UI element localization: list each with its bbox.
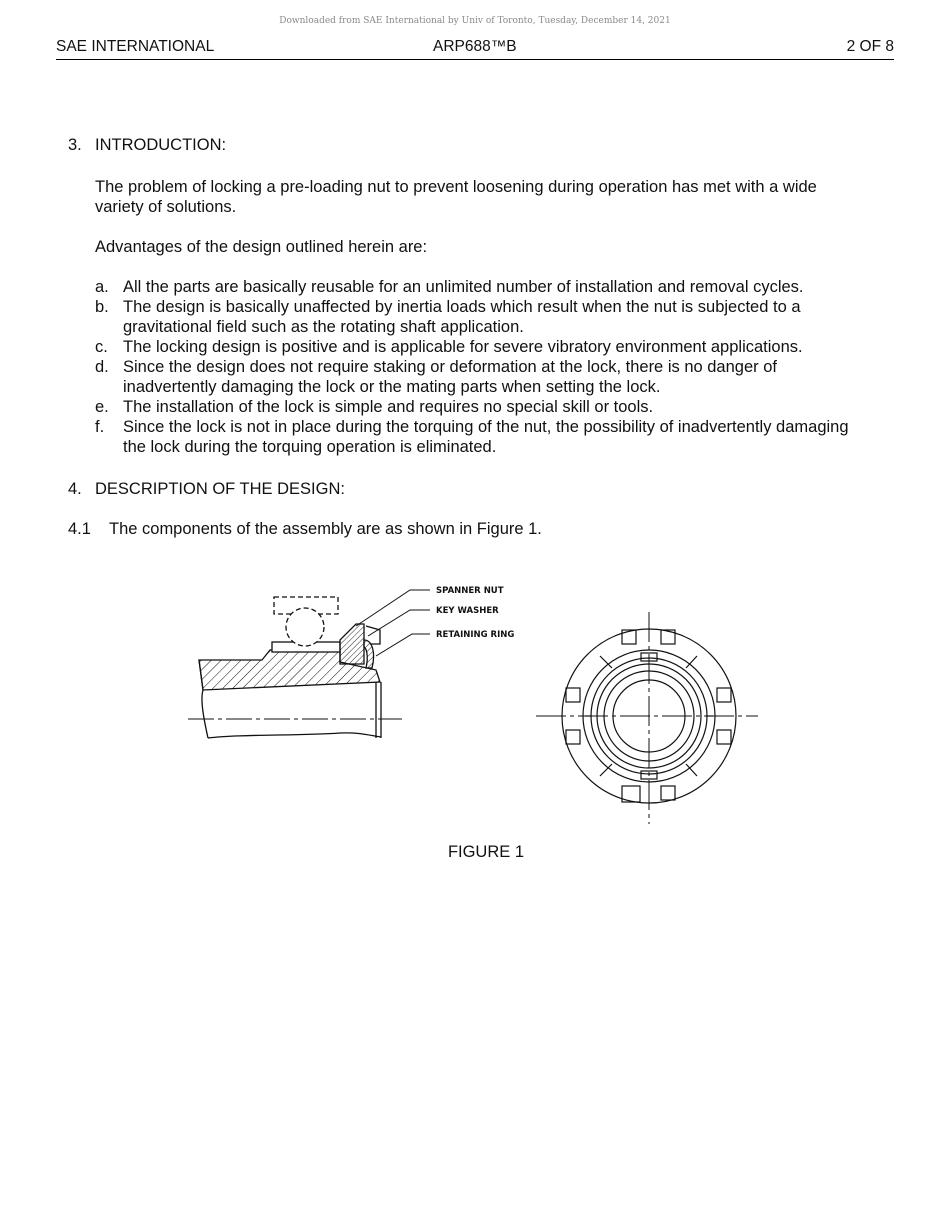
- list-text: All the parts are basically reusable for an unlimited number of installation and removal cycles.: [123, 278, 804, 296]
- intro-paragraph: The problem of locking a pre-loading nut to prevent loosening during operation has met with a wide variety of solutions.: [95, 178, 817, 216]
- subsection-4-1: [68, 520, 542, 539]
- end-view: [536, 612, 758, 824]
- list-item: [95, 277, 865, 297]
- list-text: The installation of the lock is simple and requires no special skill or tools.: [123, 398, 654, 416]
- section-view: [188, 590, 430, 738]
- list-marker: e.: [95, 398, 109, 416]
- page-header: [56, 38, 894, 60]
- section-4-heading: [68, 480, 345, 499]
- section-3-title: INTRODUCTION:: [95, 136, 227, 154]
- list-marker: c.: [95, 338, 108, 356]
- list-item: [95, 357, 865, 397]
- figure-1-drawing: [0, 570, 950, 840]
- section-3-heading: [68, 136, 226, 155]
- section-4-number: 4.: [68, 480, 82, 498]
- list-text: Since the design does not require staking or deformation at the lock, there is no danger of inadvertently damaging the lock or the mating parts when setting the lock.: [123, 358, 777, 396]
- list-marker: f.: [95, 418, 105, 436]
- list-marker: b.: [95, 298, 109, 316]
- list-text: Since the lock is not in place during the torquing of the nut, the possibility of inadvertently damaging the lock during the torquing operation is eliminated.: [123, 418, 849, 456]
- label-key-washer: KEY WASHER: [436, 606, 499, 616]
- download-watermark: Downloaded from SAE International by Univ of Toronto, Tuesday, December 14, 2021: [279, 16, 671, 26]
- label-retaining-ring: RETAINING RING: [436, 630, 515, 640]
- section-3-number: 3.: [68, 136, 82, 154]
- list-item: [95, 337, 865, 357]
- advantages-list: [95, 277, 865, 457]
- list-marker: d.: [95, 358, 109, 376]
- label-spanner-nut: SPANNER NUT: [436, 586, 504, 596]
- header-page-number: 2 OF 8: [846, 38, 894, 55]
- header-organization: SAE INTERNATIONAL: [56, 38, 215, 55]
- figure-caption: FIGURE 1: [447, 843, 525, 861]
- section-4-title: DESCRIPTION OF THE DESIGN:: [95, 480, 345, 498]
- subsection-4-1-number: 4.1: [68, 520, 91, 538]
- header-document-id: ARP688™B: [433, 38, 517, 55]
- list-text: The locking design is positive and is applicable for severe vibratory environment applications.: [123, 338, 803, 356]
- subsection-4-1-text: The components of the assembly are as shown in Figure 1.: [109, 520, 542, 538]
- list-item: [95, 397, 865, 417]
- list-item: [95, 297, 865, 337]
- advantages-intro: Advantages of the design outlined herein are:: [95, 238, 428, 256]
- list-item: [95, 417, 865, 457]
- list-text: The design is basically unaffected by inertia loads which result when the nut is subjected to a gravitational field such as the rotating shaft application.: [123, 298, 801, 336]
- list-marker: a.: [95, 278, 109, 296]
